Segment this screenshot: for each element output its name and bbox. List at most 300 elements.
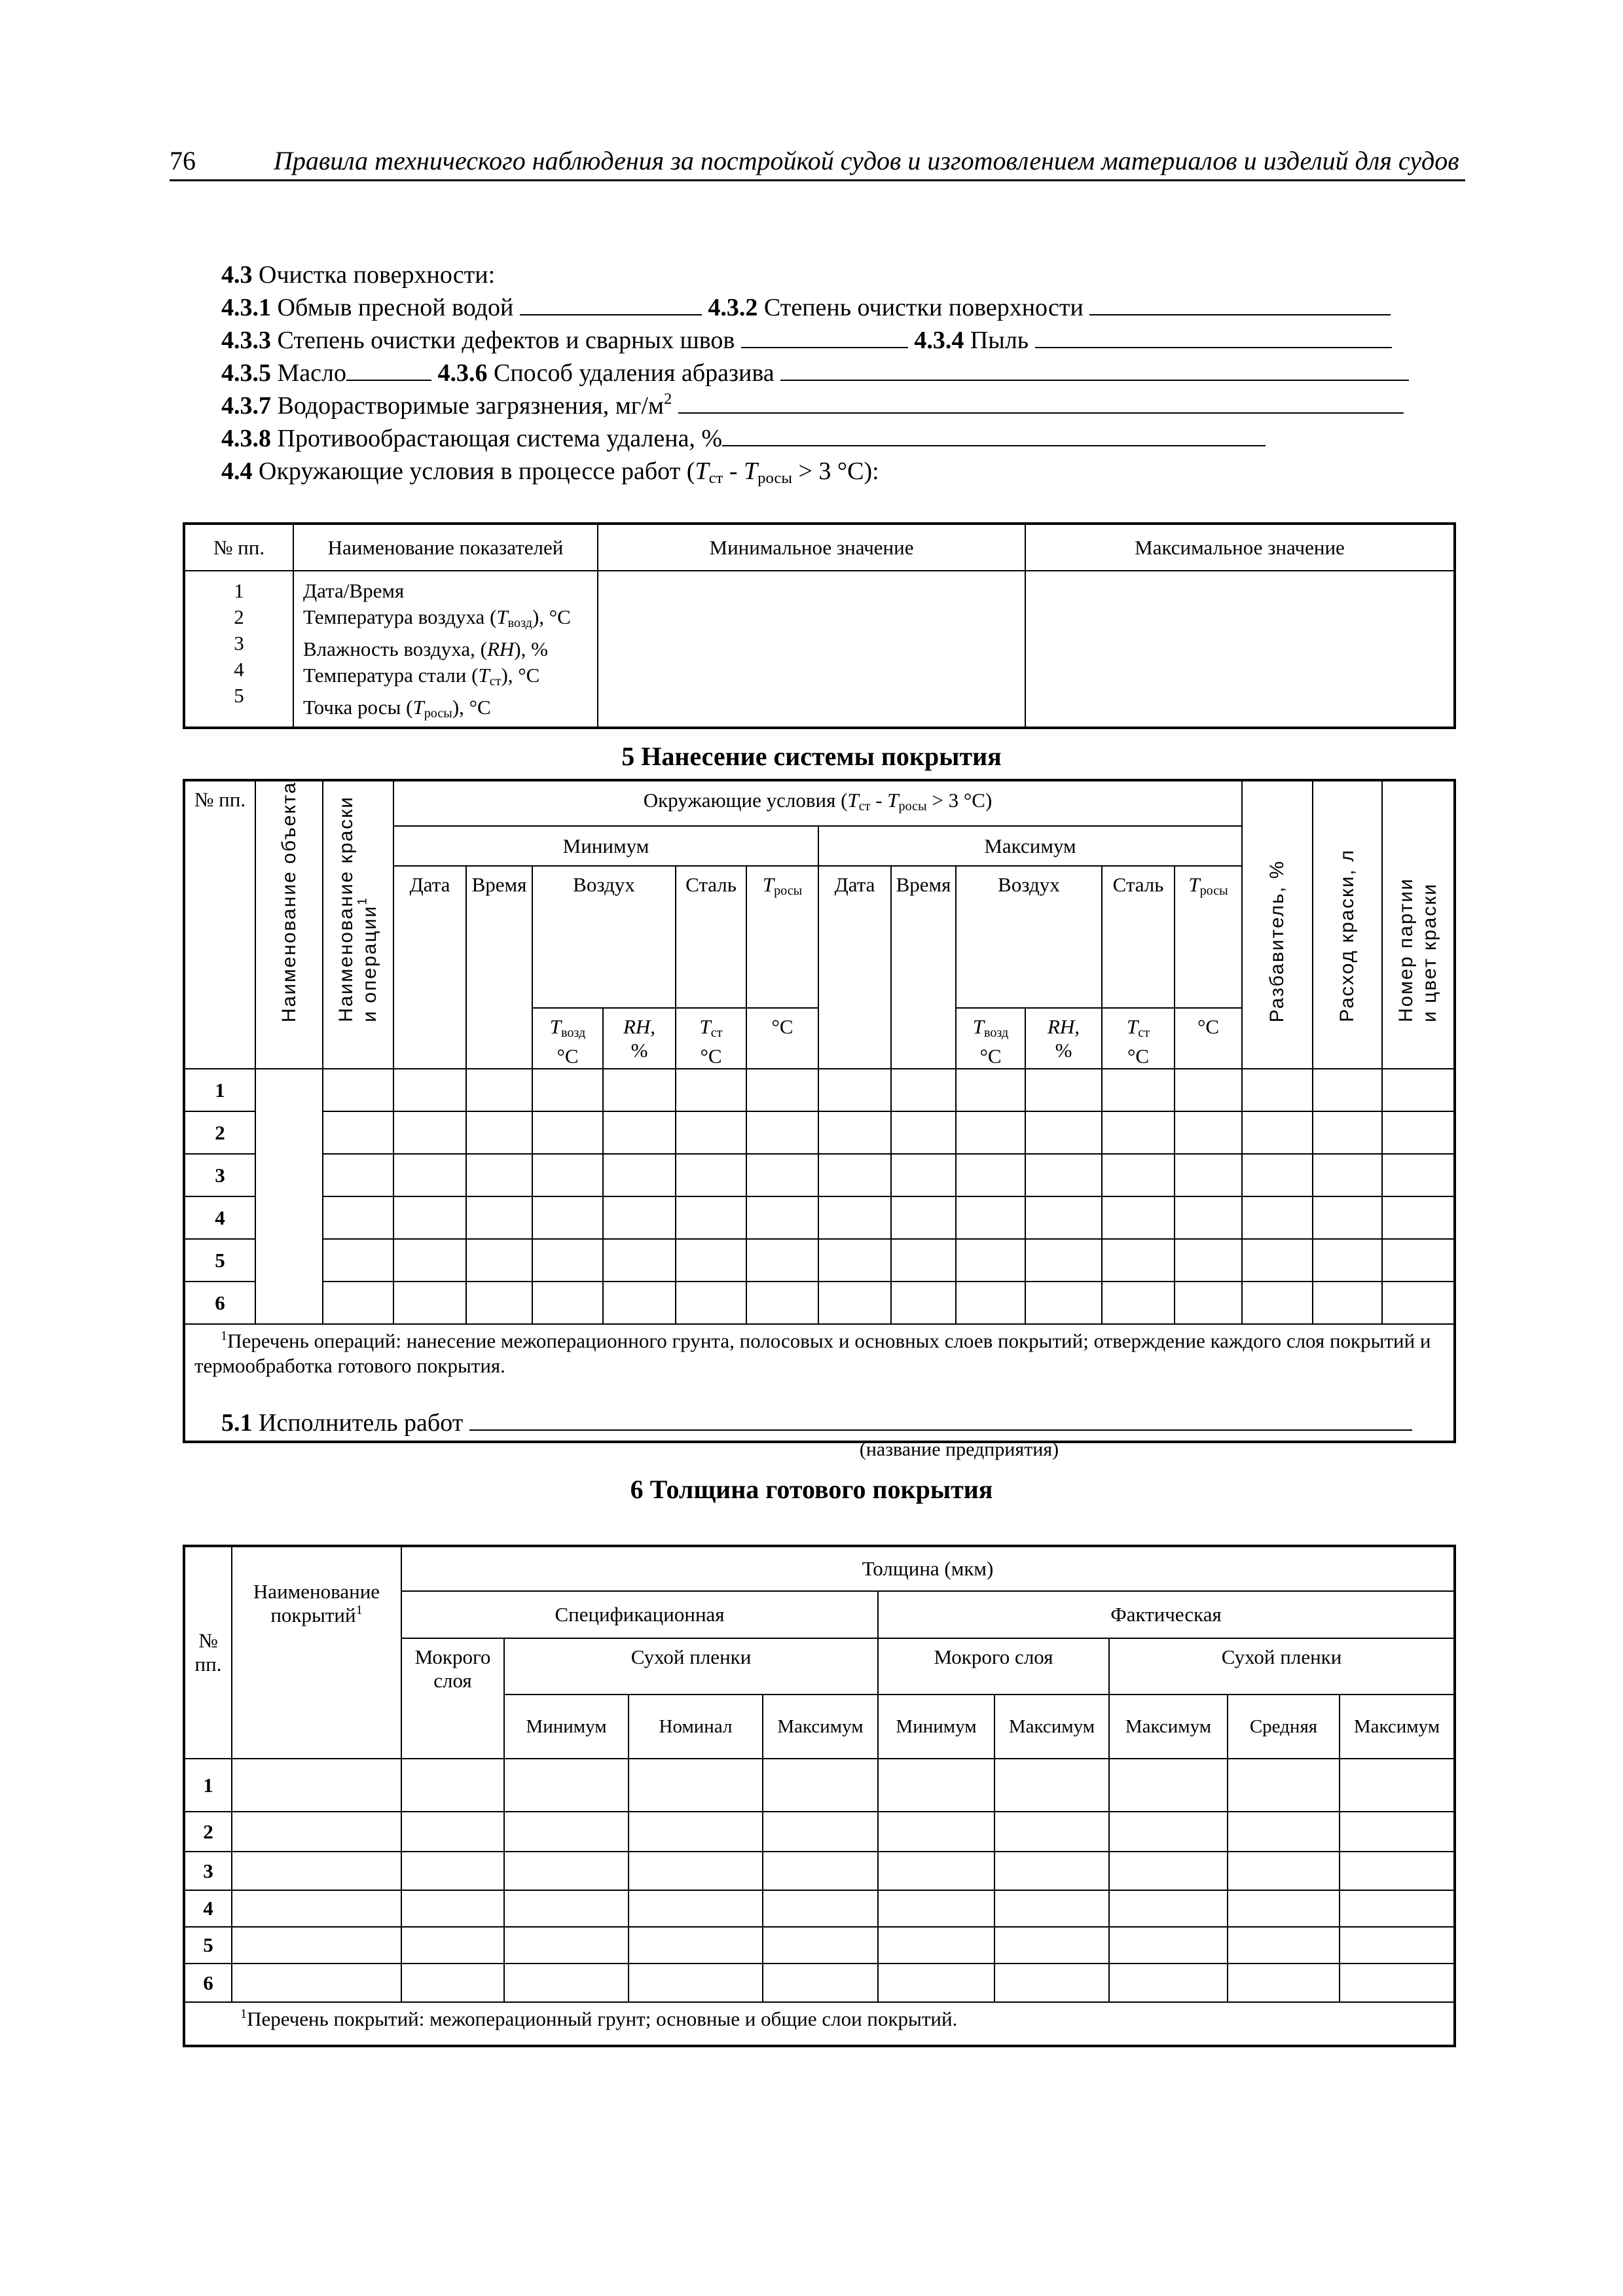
subheader: Средняя — [1228, 1695, 1340, 1759]
header-min-date: Дата — [393, 866, 466, 1069]
data-cell[interactable] — [1340, 1927, 1455, 1964]
data-cell[interactable] — [676, 1069, 746, 1111]
table-row — [184, 1852, 1455, 1890]
footnote-mark: 1 — [221, 1329, 228, 1344]
row-number: 2 — [234, 605, 244, 628]
data-cell[interactable] — [466, 1154, 532, 1196]
data-cell[interactable] — [818, 1111, 891, 1154]
data-cell[interactable] — [1025, 1282, 1102, 1324]
data-cell[interactable] — [393, 1111, 466, 1154]
header-coating-name — [232, 1546, 401, 1759]
data-cell[interactable] — [393, 1069, 466, 1111]
data-cell[interactable] — [1382, 1069, 1455, 1111]
data-cell[interactable] — [504, 1759, 629, 1812]
data-cell[interactable] — [401, 1759, 504, 1812]
data-cell[interactable] — [401, 1927, 504, 1964]
data-cell[interactable] — [323, 1196, 393, 1239]
data-cell[interactable] — [1175, 1154, 1242, 1196]
data-cell[interactable] — [1382, 1196, 1455, 1239]
object-name-cell[interactable] — [255, 1069, 323, 1324]
data-cell[interactable] — [1340, 1890, 1455, 1927]
clause-number: 4.3.7 — [221, 392, 271, 420]
subscript: ст — [708, 469, 723, 488]
data-cell[interactable] — [629, 1964, 763, 2002]
data-cell[interactable] — [956, 1282, 1025, 1324]
data-cell[interactable] — [1313, 1282, 1382, 1324]
header-paint — [323, 780, 393, 1069]
data-cell[interactable] — [763, 1927, 878, 1964]
header-max-date: Дата — [818, 866, 891, 1069]
subheader: Максимум — [763, 1695, 878, 1759]
table-row — [184, 1196, 1455, 1239]
clause-text: Водорастворимые загрязнения, мг/м — [271, 392, 664, 420]
data-cell[interactable] — [629, 1852, 763, 1890]
clause-text: Противообрастающая система удалена, % — [271, 425, 723, 452]
data-cell[interactable] — [401, 1812, 504, 1852]
data-cell[interactable] — [466, 1239, 532, 1282]
symbol: T — [496, 605, 508, 628]
unit: °C — [979, 1045, 1002, 1068]
table-row — [184, 1812, 1455, 1852]
data-cell[interactable] — [1382, 1282, 1455, 1324]
line-4-3 — [221, 260, 495, 289]
header-min-air-temp — [532, 1008, 603, 1069]
indicator-list — [293, 571, 598, 728]
header-min-dewpoint — [746, 866, 818, 1008]
data-cell[interactable] — [1340, 1759, 1455, 1812]
data-cell[interactable] — [746, 1154, 818, 1196]
line-4-3-8 — [221, 424, 1266, 453]
clause-number: 4.3.4 — [914, 327, 964, 354]
thickness-table — [183, 1545, 1456, 2047]
label-line: и операции — [359, 905, 380, 1023]
fill-field[interactable] — [722, 425, 1266, 446]
max-values-cell[interactable] — [1025, 571, 1455, 728]
clause-number: 4.3.5 — [221, 359, 271, 387]
clause-number: 4.4 — [221, 457, 253, 485]
row-number: 4 — [184, 1196, 255, 1239]
data-cell[interactable] — [1175, 1196, 1242, 1239]
header-spec: Спецификационная — [401, 1591, 878, 1638]
data-cell[interactable] — [746, 1196, 818, 1239]
row-number: 3 — [184, 1154, 255, 1196]
data-cell[interactable] — [1228, 1964, 1340, 2002]
data-cell[interactable] — [401, 1890, 504, 1927]
data-cell[interactable] — [994, 1812, 1109, 1852]
data-cell[interactable] — [878, 1812, 994, 1852]
header-min-steel-temp — [676, 1008, 746, 1069]
line-5-1 — [221, 1408, 1412, 1437]
data-cell[interactable] — [1109, 1927, 1228, 1964]
data-cell[interactable] — [532, 1154, 603, 1196]
data-cell[interactable] — [1102, 1196, 1175, 1239]
clause-number: 4.3.6 — [437, 359, 488, 387]
header-batch-label — [1395, 878, 1442, 1022]
data-cell[interactable] — [629, 1927, 763, 1964]
table-row — [184, 1282, 1455, 1324]
header-thinner-label: Разбавитель, % — [1266, 859, 1288, 1023]
data-cell[interactable] — [401, 1964, 504, 2002]
data-cell[interactable] — [891, 1282, 956, 1324]
section-5-title: 5 Нанесение системы покрытия — [621, 742, 1002, 771]
data-cell[interactable] — [603, 1111, 676, 1154]
data-cell[interactable] — [746, 1111, 818, 1154]
clause-text: Очистка поверхности: — [252, 261, 496, 289]
data-cell[interactable] — [956, 1196, 1025, 1239]
header-max-steel-temp — [1102, 1008, 1175, 1069]
symbol: T — [695, 457, 709, 485]
indicator-item — [303, 578, 597, 604]
data-cell[interactable] — [232, 1927, 401, 1964]
data-cell[interactable] — [1175, 1069, 1242, 1111]
data-cell[interactable] — [746, 1282, 818, 1324]
data-cell[interactable] — [878, 1964, 994, 2002]
clause-text: > 3 °C): — [792, 457, 879, 485]
line-4-3-5 — [221, 359, 1409, 387]
environment-table — [183, 522, 1456, 729]
header-min-steel: Сталь — [676, 866, 746, 1008]
data-cell[interactable] — [676, 1154, 746, 1196]
data-cell[interactable] — [1382, 1239, 1455, 1282]
data-cell[interactable] — [603, 1069, 676, 1111]
data-cell[interactable] — [1025, 1069, 1102, 1111]
data-cell[interactable] — [763, 1964, 878, 2002]
row-numbers — [184, 571, 293, 728]
subscript: росы — [1199, 884, 1228, 899]
coating-application-table — [183, 779, 1456, 1443]
subscript: возд — [507, 616, 532, 631]
data-cell[interactable] — [1102, 1111, 1175, 1154]
row-number: 3 — [184, 1852, 232, 1890]
clause-text: Степень очистки поверхности — [757, 294, 1090, 321]
label-line: Номер партии — [1395, 878, 1417, 1023]
header-actual-dry: Сухой пленки — [1109, 1638, 1455, 1695]
row-number: 1 — [234, 579, 244, 602]
data-cell[interactable] — [1242, 1282, 1313, 1324]
data-cell[interactable] — [763, 1812, 878, 1852]
subscript: росы — [774, 884, 803, 899]
data-cell[interactable] — [891, 1154, 956, 1196]
data-cell[interactable] — [1109, 1812, 1228, 1852]
table-row — [184, 1759, 1455, 1812]
indicator-item — [303, 604, 597, 636]
data-cell[interactable] — [323, 1239, 393, 1282]
data-cell[interactable] — [232, 1890, 401, 1927]
data-cell[interactable] — [956, 1111, 1025, 1154]
data-cell[interactable] — [746, 1069, 818, 1111]
header-max-time: Время — [891, 866, 956, 1069]
data-cell[interactable] — [818, 1196, 891, 1239]
footnote-text: Перечень операций: нанесение межоперационного грунта, полосовых и основных слоев покрытий; отверждение каждого слоя покрытий и термообработка готового покрытия. — [194, 1329, 1431, 1378]
data-cell[interactable] — [603, 1239, 676, 1282]
operator: - — [723, 457, 744, 485]
header-spec-dry: Сухой пленки — [504, 1638, 878, 1695]
data-cell[interactable] — [323, 1282, 393, 1324]
data-cell[interactable] — [676, 1239, 746, 1282]
data-cell[interactable] — [1228, 1852, 1340, 1890]
symbol: RH — [486, 637, 515, 661]
data-cell[interactable] — [1109, 1890, 1228, 1927]
clause-number: 4.3.1 — [221, 294, 271, 321]
header-consumption — [1313, 780, 1382, 1069]
data-cell[interactable] — [232, 1852, 401, 1890]
unit: °C — [556, 1045, 579, 1068]
data-cell[interactable] — [629, 1890, 763, 1927]
header-max: Максимальное значение — [1025, 524, 1455, 571]
indicator-text: Влажность воздуха, ( — [303, 637, 487, 661]
row-number: 2 — [184, 1812, 232, 1852]
header-num: № пп. — [184, 524, 293, 571]
data-cell[interactable] — [1228, 1890, 1340, 1927]
contractor-caption: (название предприятия) — [859, 1439, 1059, 1460]
data-cell[interactable] — [891, 1069, 956, 1111]
data-cell[interactable] — [1175, 1282, 1242, 1324]
data-cell[interactable] — [1340, 1964, 1455, 2002]
symbol: RH, — [623, 1015, 656, 1039]
data-cell[interactable] — [393, 1239, 466, 1282]
data-cell[interactable] — [676, 1111, 746, 1154]
data-cell[interactable] — [1242, 1154, 1313, 1196]
data-cell[interactable] — [504, 1812, 629, 1852]
header-maximum: Максимум — [818, 826, 1242, 866]
data-cell[interactable] — [878, 1759, 994, 1812]
data-cell[interactable] — [956, 1154, 1025, 1196]
data-cell[interactable] — [1025, 1196, 1102, 1239]
data-cell[interactable] — [1313, 1239, 1382, 1282]
clause-number: 4.3 — [221, 261, 253, 289]
indicator-text: ), % — [514, 637, 548, 661]
data-cell[interactable] — [504, 1927, 629, 1964]
row-number: 3 — [234, 632, 244, 655]
data-cell[interactable] — [1242, 1239, 1313, 1282]
data-cell[interactable] — [232, 1759, 401, 1812]
data-cell[interactable] — [1228, 1927, 1340, 1964]
symbol: T — [478, 664, 490, 687]
subscript: ст — [710, 1026, 723, 1041]
subscript: возд — [560, 1026, 586, 1041]
indicator-text: Точка росы ( — [303, 696, 413, 719]
indicator-text: Температура воздуха ( — [303, 605, 497, 628]
fill-field[interactable] — [678, 393, 1404, 414]
data-cell[interactable] — [393, 1154, 466, 1196]
data-cell[interactable] — [532, 1196, 603, 1239]
symbol: T — [412, 696, 424, 719]
data-cell[interactable] — [603, 1154, 676, 1196]
data-cell[interactable] — [532, 1111, 603, 1154]
data-cell[interactable] — [818, 1069, 891, 1111]
data-cell[interactable] — [532, 1282, 603, 1324]
clause-text: Пыль — [964, 327, 1035, 354]
data-cell[interactable] — [891, 1196, 956, 1239]
data-cell[interactable] — [532, 1239, 603, 1282]
header-max-air-temp — [956, 1008, 1025, 1069]
data-cell[interactable] — [763, 1852, 878, 1890]
header-max-humidity — [1025, 1008, 1102, 1069]
data-cell[interactable] — [994, 1890, 1109, 1927]
data-cell[interactable] — [1313, 1196, 1382, 1239]
data-cell[interactable] — [956, 1069, 1025, 1111]
data-cell[interactable] — [818, 1154, 891, 1196]
subheader: Номинал — [629, 1695, 763, 1759]
clause-text: Степень очистки дефектов и сварных швов — [271, 327, 741, 354]
clause-text: Обмыв пресной водой — [271, 294, 520, 321]
data-cell[interactable] — [1025, 1111, 1102, 1154]
data-cell[interactable] — [956, 1239, 1025, 1282]
row-number: 6 — [184, 1964, 232, 2002]
data-cell[interactable] — [1025, 1154, 1102, 1196]
data-cell[interactable] — [994, 1852, 1109, 1890]
clause-text: Исполнитель работ — [252, 1409, 464, 1437]
min-values-cell[interactable] — [598, 571, 1025, 728]
fill-field[interactable] — [1089, 295, 1391, 315]
data-cell[interactable] — [323, 1154, 393, 1196]
data-cell[interactable] — [1340, 1812, 1455, 1852]
header-num: № пп. — [184, 1546, 232, 1759]
data-cell[interactable] — [1109, 1759, 1228, 1812]
header-label: Наименование покрытий — [253, 1580, 380, 1626]
data-cell[interactable] — [818, 1282, 891, 1324]
data-cell[interactable] — [466, 1282, 532, 1324]
subheader: Максимум — [994, 1695, 1109, 1759]
data-cell[interactable] — [763, 1890, 878, 1927]
data-cell[interactable] — [763, 1759, 878, 1812]
header-max-dewpoint — [1175, 866, 1242, 1008]
data-cell[interactable] — [1242, 1196, 1313, 1239]
data-cell[interactable] — [504, 1852, 629, 1890]
header-rule — [170, 179, 1465, 181]
footnote-row — [184, 2002, 1455, 2046]
indicator-item — [303, 694, 597, 726]
data-cell[interactable] — [323, 1069, 393, 1111]
data-cell[interactable] — [504, 1890, 629, 1927]
data-cell[interactable] — [746, 1239, 818, 1282]
data-cell[interactable] — [603, 1196, 676, 1239]
row-number: 1 — [184, 1759, 232, 1812]
data-cell[interactable] — [1382, 1111, 1455, 1154]
fill-field[interactable] — [780, 360, 1409, 381]
data-cell[interactable] — [603, 1282, 676, 1324]
data-cell[interactable] — [1102, 1282, 1175, 1324]
data-cell[interactable] — [629, 1812, 763, 1852]
indicator-text: ), °C — [452, 696, 491, 719]
data-cell[interactable] — [1175, 1111, 1242, 1154]
header-min-humidity — [603, 1008, 676, 1069]
data-cell[interactable] — [994, 1759, 1109, 1812]
data-cell[interactable] — [1382, 1154, 1455, 1196]
clause-number: 4.3.8 — [221, 425, 271, 452]
superscript: 2 — [663, 390, 672, 408]
row-number: 4 — [184, 1890, 232, 1927]
indicator-item — [303, 662, 597, 694]
data-cell[interactable] — [891, 1239, 956, 1282]
header-thinner — [1242, 780, 1313, 1069]
header-env — [393, 780, 1242, 826]
footnote-ref: 1 — [356, 1602, 363, 1617]
data-cell[interactable] — [878, 1890, 994, 1927]
data-cell[interactable] — [994, 1964, 1109, 2002]
data-cell[interactable] — [878, 1852, 994, 1890]
data-cell[interactable] — [466, 1069, 532, 1111]
fill-field[interactable] — [520, 295, 702, 315]
row-number: 2 — [184, 1111, 255, 1154]
header-object — [255, 780, 323, 1069]
header-indicator: Наименование показателей — [293, 524, 598, 571]
data-cell[interactable] — [629, 1759, 763, 1812]
data-cell[interactable] — [1102, 1154, 1175, 1196]
footnote-mark: 1 — [240, 2007, 247, 2022]
clause-text: Масло — [271, 359, 346, 387]
data-cell[interactable] — [1228, 1759, 1340, 1812]
subscript: возд — [983, 1026, 1009, 1041]
fill-field[interactable] — [1035, 327, 1392, 348]
data-cell[interactable] — [532, 1069, 603, 1111]
subscript: ст — [1138, 1026, 1150, 1041]
data-cell[interactable] — [1313, 1111, 1382, 1154]
subscript: росы — [898, 799, 927, 814]
data-cell[interactable] — [891, 1111, 956, 1154]
fill-field[interactable] — [741, 327, 908, 348]
subheader: Максимум — [1340, 1695, 1455, 1759]
data-cell[interactable] — [1102, 1239, 1175, 1282]
data-cell[interactable] — [393, 1282, 466, 1324]
data-cell[interactable] — [232, 1812, 401, 1852]
table-row — [184, 1964, 1455, 2002]
data-cell[interactable] — [1109, 1852, 1228, 1890]
indicator-text: Дата/Время — [303, 579, 405, 602]
table-row — [184, 1154, 1455, 1196]
data-cell[interactable] — [504, 1964, 629, 2002]
subscript: ст — [858, 799, 871, 814]
header-consumption-label: Расход краски, л — [1336, 849, 1359, 1023]
symbol: RH, — [1047, 1015, 1080, 1039]
header-max-dewpoint-unit: °C — [1175, 1008, 1242, 1069]
data-cell[interactable] — [1313, 1154, 1382, 1196]
data-cell[interactable] — [232, 1964, 401, 2002]
line-4-3-1 — [221, 293, 1391, 322]
data-cell[interactable] — [323, 1111, 393, 1154]
subheader: Максимум — [1109, 1695, 1228, 1759]
data-cell[interactable] — [1228, 1812, 1340, 1852]
subheader: Минимум — [878, 1695, 994, 1759]
data-cell[interactable] — [818, 1239, 891, 1282]
fill-field[interactable] — [346, 360, 431, 381]
data-cell[interactable] — [401, 1852, 504, 1890]
data-cell[interactable] — [1109, 1964, 1228, 2002]
data-cell[interactable] — [1102, 1069, 1175, 1111]
data-cell[interactable] — [1340, 1852, 1455, 1890]
header-thickness: Толщина (мкм) — [401, 1546, 1455, 1591]
header-batch — [1382, 780, 1455, 1069]
data-cell[interactable] — [994, 1927, 1109, 1964]
contractor-field[interactable] — [469, 1410, 1412, 1431]
subscript: росы — [757, 469, 792, 488]
data-cell[interactable] — [1242, 1069, 1313, 1111]
data-cell[interactable] — [1313, 1069, 1382, 1111]
data-cell[interactable] — [676, 1196, 746, 1239]
data-cell[interactable] — [393, 1196, 466, 1239]
data-cell[interactable] — [1025, 1239, 1102, 1282]
data-cell[interactable] — [676, 1282, 746, 1324]
row-number: 4 — [234, 658, 244, 681]
data-cell[interactable] — [466, 1196, 532, 1239]
data-cell[interactable] — [1175, 1239, 1242, 1282]
header-actual-wet: Мокрого слоя — [878, 1638, 1109, 1695]
data-cell[interactable] — [878, 1927, 994, 1964]
data-cell[interactable] — [1242, 1111, 1313, 1154]
table-row — [184, 1069, 1455, 1111]
data-cell[interactable] — [466, 1111, 532, 1154]
header-min: Минимальное значение — [598, 524, 1025, 571]
